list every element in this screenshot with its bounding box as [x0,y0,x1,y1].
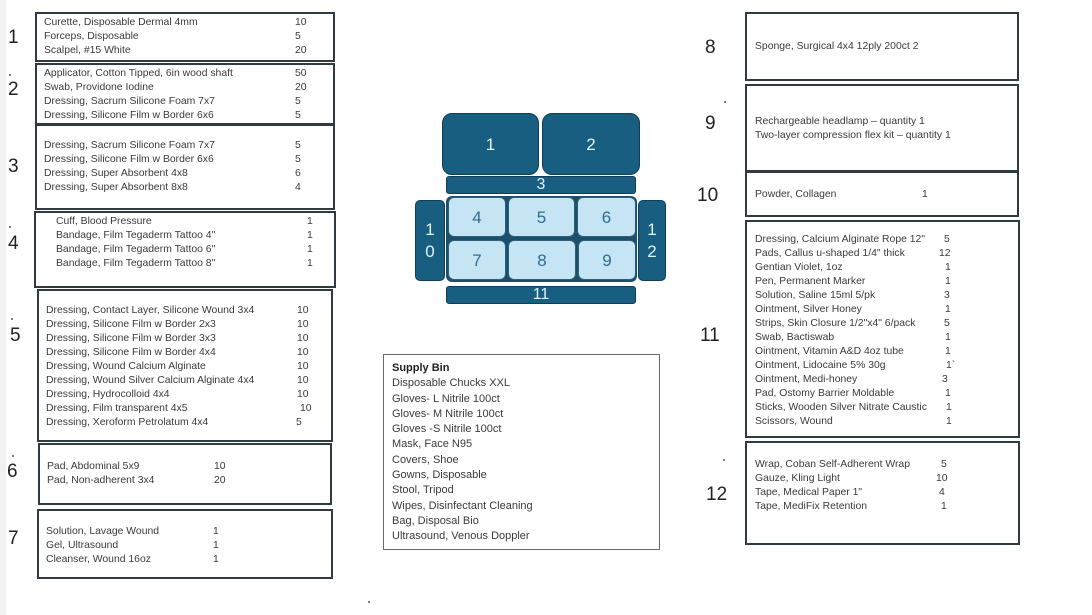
list-item [46,539,326,553]
list-item [755,415,1017,429]
compartment-label: 6 [601,207,612,227]
item-name: Pad, Non-adherent 3x4 [47,475,155,486]
item-qty: 1 [307,230,313,241]
list-item [46,332,331,346]
bin-3-items [44,139,329,195]
item-name: Scalpel, #15 White [44,45,131,56]
list-item [755,115,1015,129]
list-item: Gloves- L Nitrile 100ct [392,392,500,405]
stray-dot [12,455,14,457]
item-qty: 1 [945,304,951,315]
item-qty: 10 [297,389,309,400]
list-item [56,215,336,229]
list-item [56,229,336,243]
item-qty: 5 [295,140,301,151]
bin-1-box[interactable] [35,12,335,62]
item-qty: 3 [942,374,948,385]
list-item [46,553,326,567]
compartment-8[interactable] [508,240,576,280]
item-name: Pad, Ostomy Barrier Moldable [755,388,895,399]
stray-dot [724,101,726,103]
list-item [56,257,336,271]
item-qty: 4 [939,487,945,498]
item-qty: 1 [945,262,951,273]
item-qty: 4 [295,182,301,193]
compartment-11[interactable] [446,286,636,304]
compartment-label: 0 [425,241,435,261]
stray-dot [368,601,370,603]
item-name: Tape, MediFix Retention [755,501,868,512]
item-name: Dressing, Silicone Film w Border 6x6 [44,110,214,121]
compartment-6[interactable] [577,197,636,237]
item-qty: 1 [945,346,951,357]
list-item [46,402,331,416]
item-qty: 10 [297,305,309,316]
bin-12-box[interactable] [745,441,1020,545]
item-qty: 20 [295,45,307,56]
compartment-2[interactable] [542,113,640,175]
list-item [755,261,1017,275]
list-item [44,153,329,167]
item-qty: 1 [213,554,219,565]
bin-1-number: 1 [8,27,19,48]
item-name: Scissors, Wound [755,416,833,427]
list-item: Stool, Tripod [392,484,454,497]
bin-11-number: 11 [700,325,720,346]
bin-9-number: 9 [705,113,716,134]
compartment-label: 2 [647,241,657,261]
list-item [755,275,1017,289]
item-qty: 20 [214,475,226,486]
bin-5-items [46,304,331,430]
supply-bin-list [392,361,533,545]
item-name: Dressing, Contact Layer, Silicone Wound 3x4 [46,305,255,316]
stray-dot [9,226,11,228]
item-qty: 1 [945,388,951,399]
list-item [46,304,331,318]
item-qty: 1 [941,501,947,512]
item-name: Swab, Providone Iodine [44,82,154,93]
item-name: Pen, Permanent Marker [755,276,866,287]
item-qty: 5 [296,417,302,428]
item-qty: 1 [946,416,952,427]
item-name: Dressing, Wound Silver Calcium Alginate 4x4 [46,375,255,386]
item-qty: 10 [936,473,948,484]
item-name: Gel, Ultrasound [46,540,119,551]
bin-10-box[interactable] [745,171,1019,217]
item-name: Solution, Lavage Wound [46,526,160,537]
item-qty: 1 [307,258,313,269]
item-qty: 1 [945,332,951,343]
item-name: Bandage, Film Tegaderm Tattoo 8" [56,258,216,269]
item-qty: 1 [213,526,219,537]
item-qty: 5 [295,154,301,165]
item-qty: 10 [295,17,307,28]
item-qty: 5 [944,318,950,329]
item-name: Dressing, Calcium Alginate Rope 12" [755,234,926,245]
list-item [755,233,1017,247]
compartment-label: 4 [472,207,482,227]
list-item: Gloves- M Nitrile 100ct [392,407,504,420]
bin-7-number: 7 [8,528,19,549]
list-item [56,243,336,257]
item-qty: 20 [295,82,307,93]
item-name: Dressing, Hydrocolloid 4x4 [46,389,170,400]
list-item [44,44,329,58]
bin-2-items [44,67,329,123]
item-name: Applicator, Cotton Tipped, 6in wood shaft [44,68,233,79]
list-item [755,345,1017,359]
list-item [44,95,329,109]
item-name: Strips, Skin Closure 1/2"x4" 6/pack [755,318,916,329]
compartment-10[interactable] [415,200,445,281]
list-item [755,247,1017,261]
bin-4-box[interactable] [34,211,336,288]
item-name: Dressing, Silicone Film w Border 3x3 [46,333,216,344]
compartment-1[interactable] [442,113,539,175]
list-item [755,359,1017,373]
bin-8-box[interactable] [745,12,1019,81]
item-qty: 1` [946,360,956,371]
bin-10-items [755,188,1015,202]
item-qty: 50 [295,68,307,79]
item-name: Sticks, Wooden Silver Nitrate Caustic [755,402,927,413]
item-name: Dressing, Wound Calcium Alginate [46,361,206,372]
item-name: Sponge, Surgical 4x4 12ply 200ct 2 [755,41,919,52]
list-item: Bag, Disposal Bio [392,514,479,527]
compartment-label: 1 [485,134,496,154]
list-item: Covers, Shoe [392,453,459,466]
item-name: Forceps, Disposable [44,31,139,42]
list-item: Gloves -S Nitrile 100ct [392,423,502,436]
compartment-label: 2 [586,134,596,154]
list-item [44,67,329,81]
item-name: Tape, Medical Paper 1" [755,487,863,498]
bin-1-items [44,16,329,58]
page-edge [0,0,6,615]
item-name: Rechargeable headlamp – quantity 1 [755,116,925,127]
item-name: Wrap, Coban Self-Adherent Wrap [755,459,910,470]
list-item [46,416,331,430]
list-item [44,139,329,153]
list-item [44,181,329,195]
item-name: Dressing, Super Absorbent 8x8 [44,182,188,193]
list-item [46,318,331,332]
item-name: Two-layer compression flex kit – quantity 1 [755,130,951,141]
bin-3-number: 3 [8,156,19,177]
item-name: Gentian Violet, 1oz [755,262,843,273]
compartment-label: 5 [536,207,547,227]
list-item: Mask, Face N95 [392,438,473,451]
list-item [44,81,329,95]
item-qty: 1 [946,402,952,413]
item-name: Dressing, Film transparent 4x5 [46,403,188,414]
compartment-12[interactable] [638,200,666,281]
bin-9-box[interactable] [745,84,1019,172]
item-name: Dressing, Silicone Film w Border 4x4 [46,347,216,358]
stray-dot [9,74,11,76]
list-item [44,16,329,30]
supply-bin-box[interactable] [383,354,660,550]
item-qty: 10 [297,361,309,372]
list-item [755,129,1015,143]
list-item [755,331,1017,345]
bin-2-box[interactable] [35,63,335,125]
list-item [755,40,1015,54]
compartment-label: 3 [536,176,546,193]
bin-8-number: 8 [705,37,716,58]
list-item [755,317,1017,331]
bin-7-items [46,525,326,567]
item-name: Cleanser, Wound 16oz [46,554,151,565]
compartment-7[interactable] [448,240,506,280]
list-item [755,458,1017,472]
list-item [755,401,1017,415]
item-name: Gauze, Kling Light [755,473,840,484]
item-name: Dressing, Silicone Film w Border 2x3 [46,319,216,330]
list-item [755,289,1017,303]
bin-3-box[interactable] [35,124,335,210]
item-name: Solution, Saline 15ml 5/pk [755,290,876,301]
bin-9-items [755,115,1015,143]
item-name: Dressing, Sacrum Silicone Foam 7x7 [44,140,215,151]
compartment-label: 7 [472,250,482,270]
list-item [755,373,1017,387]
item-qty: 1 [307,216,313,227]
bin-6-items [47,460,327,488]
item-name: Ointment, Medi-honey [755,374,858,385]
list-item [47,474,327,488]
compartment-label: 1 [425,219,435,239]
item-qty: 3 [944,290,950,301]
list-item [46,360,331,374]
item-qty: 1 [307,244,313,255]
list-item [755,500,1017,514]
item-qty: 12 [939,248,951,259]
list-item [47,460,327,474]
item-qty: 5 [295,96,301,107]
bin-5-number: 5 [10,325,21,346]
item-name: Bandage, Film Tegaderm Tattoo 4" [56,230,216,241]
item-name: Dressing, Xeroform Petrolatum 4x4 [46,417,209,428]
compartment-label: 11 [532,286,550,303]
item-name: Pad, Abdominal 5x9 [47,461,140,472]
stray-dot [723,459,725,461]
list-item [46,374,331,388]
list-item [44,109,329,123]
item-name: Ointment, Lidocaine 5% 30g [755,360,886,371]
list-item: Gowns, Disposable [392,469,487,482]
item-name: Bandage, Film Tegaderm Tattoo 6" [56,244,216,255]
item-qty: 5 [295,31,301,42]
compartment-label: 1 [647,219,657,239]
list-item [755,188,1015,202]
item-qty: 10 [300,403,312,414]
bin-8-items [755,40,1015,54]
compartment-label: 8 [537,250,547,270]
bin-6-number: 6 [7,461,18,482]
compartment-5[interactable] [508,197,575,237]
item-name: Pads, Callus u-shaped 1/4" thick [755,248,905,259]
bin-2-number: 2 [8,79,19,100]
list-item: Wipes, Disinfectant Cleaning [392,499,533,512]
stray-dot [11,318,13,320]
item-name: Swab, Bactiswab [755,332,835,343]
bin-11-items [755,233,1017,429]
list-item [44,30,329,44]
bin-12-items [755,458,1017,514]
list-item: Disposable Chucks XXL [392,377,511,390]
compartment-3[interactable] [446,176,636,194]
bin-11-box[interactable] [745,220,1020,438]
bin-7-box[interactable] [37,509,333,579]
bin-4-items [56,215,336,271]
bin-10-number: 10 [697,185,719,206]
item-qty: 10 [214,461,226,472]
item-qty: 10 [297,347,309,358]
item-qty: 5 [944,234,950,245]
item-name: Ointment, Vitamin A&D 4oz tube [755,346,904,357]
item-qty: 10 [297,333,309,344]
item-qty: 1 [213,540,219,551]
list-item: Ultrasound, Venous Doppler [392,530,530,543]
compartment-4[interactable] [448,197,506,237]
list-item [46,388,331,402]
compartment-9[interactable] [578,240,636,280]
compartment-label: 9 [602,250,612,270]
item-qty: 10 [297,319,309,330]
bin-4-number: 4 [8,233,19,254]
list-item [46,346,331,360]
item-name: Cuff, Blood Pressure [56,216,152,227]
item-qty: 1 [945,276,951,287]
item-name: Curette, Disposable Dermal 4mm [44,17,198,28]
bin-5-box[interactable] [37,289,333,442]
item-name: Powder, Collagen [755,189,837,200]
item-name: Dressing, Sacrum Silicone Foam 7x7 [44,96,215,107]
item-qty: 10 [297,375,309,386]
supply-bin-title: Supply Bin [392,362,450,374]
item-qty: 1 [922,189,928,200]
bin-6-box[interactable] [38,443,332,505]
list-item [755,387,1017,401]
item-qty: 6 [295,168,301,179]
item-name: Ointment, Silver Honey [755,304,862,315]
item-name: Dressing, Silicone Film w Border 6x6 [44,154,214,165]
list-item [755,303,1017,317]
list-item [755,486,1017,500]
bin-12-number: 12 [706,484,728,505]
list-item [44,167,329,181]
item-qty: 5 [941,459,947,470]
item-qty: 5 [295,110,301,121]
list-item [46,525,326,539]
list-item [755,472,1017,486]
item-name: Dressing, Super Absorbent 4x8 [44,168,188,179]
